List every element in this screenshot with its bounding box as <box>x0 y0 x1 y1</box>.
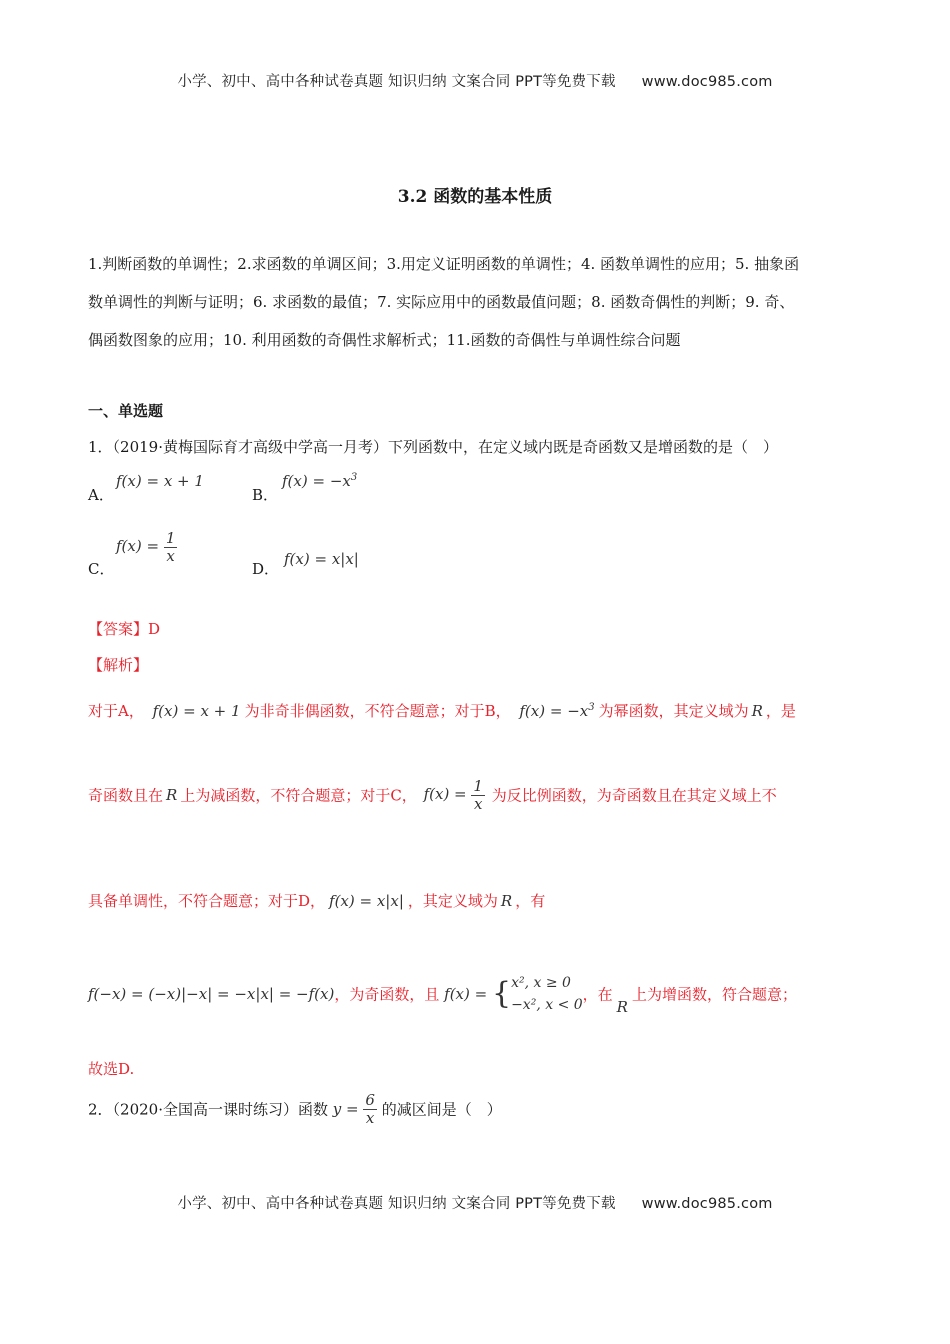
q1-explanation-line-2: 奇函数且在 R 上为减函数，不符合题意；对于C， f(x) = $\frac{1}{x}$ 为反比例函数，为奇函数且在其定义域上不 <box>88 777 777 813</box>
topics-line-1: 1.判断函数的单调性；2.求函数的单调区间；3.用定义证明函数的单调性；4. 函数单调性的应用；5. 抽象函 <box>88 255 800 273</box>
q1-option-c-expr: f(x) = $\frac{1}{x}$ <box>116 529 176 565</box>
page-header <box>0 70 950 91</box>
header-url[interactable]: www.doc985.com <box>641 74 773 90</box>
header-text: 小学、初中、高中各种试卷真题 知识归纳 文案合同 PPT等免费下载 <box>177 74 616 90</box>
footer-url[interactable]: www.doc985.com <box>641 1196 773 1212</box>
topics-line-2: 数单调性的判断与证明；6. 求函数的最值；7. 实际应用中的函数最值问题；8. 函数奇偶性的判断；9. 奇、 <box>88 293 795 311</box>
q1-explanation-line-1: 对于A， f(x) = x + 1 为非奇非偶函数，不符合题意；对于B， $f(x) = -x^3$ 为幂函数，其定义域为 R ，是 <box>88 702 796 720</box>
q1-explanation-line-3: 具备单调性，不符合题意；对于D， f(x) = x|x| ，其定义域为 R ，有 <box>88 892 546 910</box>
q1-option-a-label: A． <box>88 486 114 504</box>
q1-explanation-line-5: 故选D. <box>88 1060 135 1078</box>
q1-analysis-label: 【解析】 <box>88 656 149 674</box>
q1-answer: 【答案】D <box>88 620 161 638</box>
q1-option-b-expr: $f(x) = -x^3$ <box>282 472 358 490</box>
q1-option-d-label: D． <box>252 560 280 578</box>
footer-text: 小学、初中、高中各种试卷真题 知识归纳 文案合同 PPT等免费下载 <box>177 1196 616 1212</box>
q2-stem: 2．（2020·全国高一课时练习）函数 y = $\frac{6}{x}$ 的减区间是（ ） <box>88 1091 502 1127</box>
section-heading: 一、单选题 <box>88 402 164 420</box>
q1-option-a-expr: f(x) = x + 1 <box>116 472 204 490</box>
q1-option-c-label: C． <box>88 560 115 578</box>
q1-option-b-label: B． <box>252 486 279 504</box>
page-footer <box>0 1192 950 1213</box>
page-title: 3.2 函数的基本性质 <box>397 187 553 207</box>
topics-line-3: 偶函数图象的应用；10. 利用函数的奇偶性求解析式；11.函数的奇偶性与单调性综合问题 <box>88 331 681 349</box>
q1-explanation-line-4: f(−x) = (−x)|−x| = −x|x| = −f(x)，为奇函数，且 f(x) = { x², x ≥ 0 −x², x < 0 ，在R上为增函数，符合题意； <box>88 975 797 1016</box>
q1-stem: 1．（2019·黄梅国际育才高级中学高一月考）下列函数中，在定义域内既是奇函数又是增函数的是（ ） <box>88 438 778 456</box>
q1-option-d-expr: f(x) = x|x| <box>284 550 359 568</box>
topics-list <box>88 245 878 359</box>
